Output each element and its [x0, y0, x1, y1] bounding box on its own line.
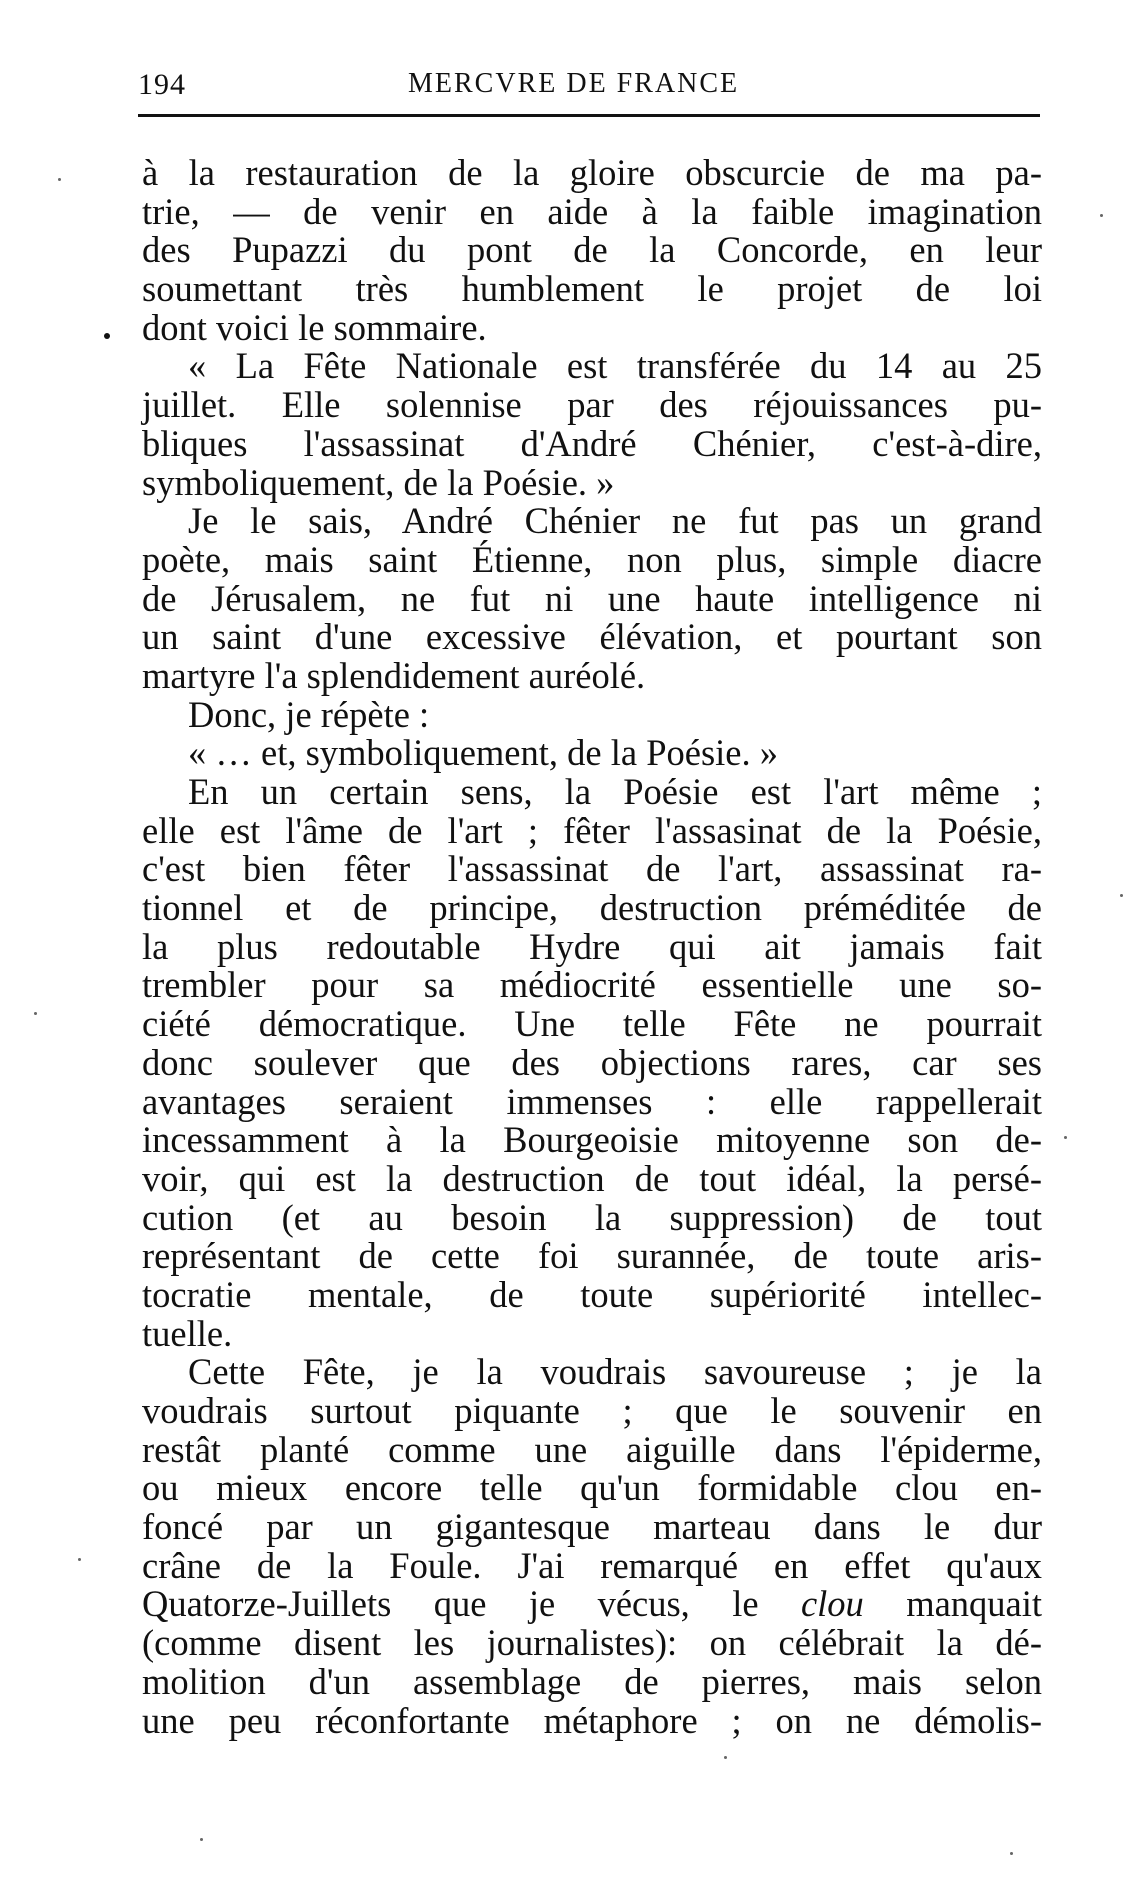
- body-text: [142, 154, 1042, 1740]
- text-segment: Quatorze-Juillets que je vécus, le: [142, 1583, 759, 1625]
- text-line: bliques l'assassinat d'André Chénier, c'est-à-dire,: [142, 422, 1042, 464]
- print-speck: [1100, 214, 1103, 217]
- text-line: trie, — de venir en aide à la faible imagination: [142, 190, 1042, 232]
- text-line: voudrais surtout piquante ; que le souvenir en: [142, 1390, 1042, 1431]
- print-speck: [78, 1558, 81, 1561]
- print-speck: [1120, 894, 1123, 897]
- print-speck: [104, 333, 110, 339]
- print-speck: [200, 1838, 203, 1841]
- text-line: martyre l'a splendidement auréolé.: [142, 654, 646, 696]
- text-line: une peu réconfortante métaphore ; on ne démolis-: [142, 1699, 1042, 1741]
- print-speck: [34, 1012, 37, 1015]
- text-line: dont voici le sommaire.: [142, 306, 487, 348]
- text-line: Cette Fête, je la voudrais savoureuse ; je la: [188, 1351, 1042, 1393]
- text-line: ou mieux encore telle qu'un formidable clou en-: [142, 1467, 1042, 1509]
- text-line: tocratie mentale, de toute supériorité intellec-: [142, 1273, 1042, 1315]
- text-line: Donc, je répète :: [188, 693, 430, 735]
- text-line: elle est l'âme de l'art ; fêter l'assasinat de la Poésie,: [142, 809, 1042, 851]
- text-line: voir, qui est la destruction de tout idéal, la persé-: [142, 1157, 1042, 1199]
- text-line: tuelle.: [142, 1312, 233, 1354]
- text-line: des Pupazzi du pont de la Concorde, en leur: [142, 229, 1042, 271]
- text-line-with-italic: [142, 1585, 1042, 1624]
- text-line: restât planté comme une aiguille dans l'épiderme,: [142, 1428, 1042, 1470]
- journal-title: MERCVRE DE FRANCE: [408, 68, 740, 99]
- running-head: [138, 68, 1038, 108]
- text-line: Je le sais, André Chénier ne fut pas un grand: [188, 500, 1042, 542]
- text-line: à la restauration de la gloire obscurcie de ma pa-: [142, 152, 1042, 193]
- page-number: 194: [138, 68, 186, 101]
- print-speck: [724, 1756, 727, 1759]
- text-line: soumettant très humblement le projet de loi: [142, 268, 1042, 310]
- italic-word-clou: clou: [800, 1583, 864, 1625]
- text-line: la plus redoutable Hydre qui ait jamais fait: [142, 925, 1042, 967]
- text-line: représentant de cette foi surannée, de toute aris-: [142, 1235, 1042, 1277]
- text-line: cution (et au besoin la suppression) de tout: [142, 1196, 1042, 1238]
- text-line: avantages seraient immenses : elle rappellerait: [142, 1080, 1042, 1122]
- text-line: molition d'un assemblage de pierres, mais selon: [142, 1660, 1042, 1702]
- text-line: symboliquement, de la Poésie. »: [142, 461, 615, 503]
- text-line: donc soulever que des objections rares, car ses: [142, 1041, 1042, 1083]
- text-line: « … et, symboliquement, de la Poésie. »: [188, 732, 778, 774]
- text-line: « La Fête Nationale est transférée du 14 au 25: [188, 345, 1042, 387]
- text-line: de Jérusalem, ne fut ni une haute intelligence ni: [142, 577, 1042, 619]
- text-segment: manquait: [906, 1583, 1043, 1625]
- text-line: foncé par un gigantesque marteau dans le dur: [142, 1506, 1042, 1548]
- text-line: tionnel et de principe, destruction préméditée de: [142, 887, 1042, 929]
- text-line: juillet. Elle solennise par des réjouissances pu-: [142, 384, 1042, 426]
- text-line: trembler pour sa médiocrité essentielle une so-: [142, 964, 1042, 1006]
- text-line: c'est bien fêter l'assassinat de l'art, assassinat ra-: [142, 848, 1042, 890]
- text-line: poète, mais saint Étienne, non plus, simple diacre: [142, 538, 1042, 580]
- print-speck: [1010, 1852, 1013, 1855]
- print-speck: [58, 178, 61, 181]
- print-speck: [1064, 1136, 1067, 1139]
- text-line: incessamment à la Bourgeoisie mitoyenne son de-: [142, 1119, 1042, 1161]
- text-line: crâne de la Foule. J'ai remarqué en effet qu'aux: [142, 1544, 1042, 1586]
- text-line: (comme disent les journalistes): on célébrait la dé-: [142, 1622, 1042, 1664]
- header-rule: [138, 114, 1040, 117]
- text-line: ciété démocratique. Une telle Fête ne pourrait: [142, 1003, 1042, 1045]
- text-line: un saint d'une excessive élévation, et pourtant son: [142, 616, 1042, 658]
- text-line: En un certain sens, la Poésie est l'art même ;: [188, 771, 1042, 812]
